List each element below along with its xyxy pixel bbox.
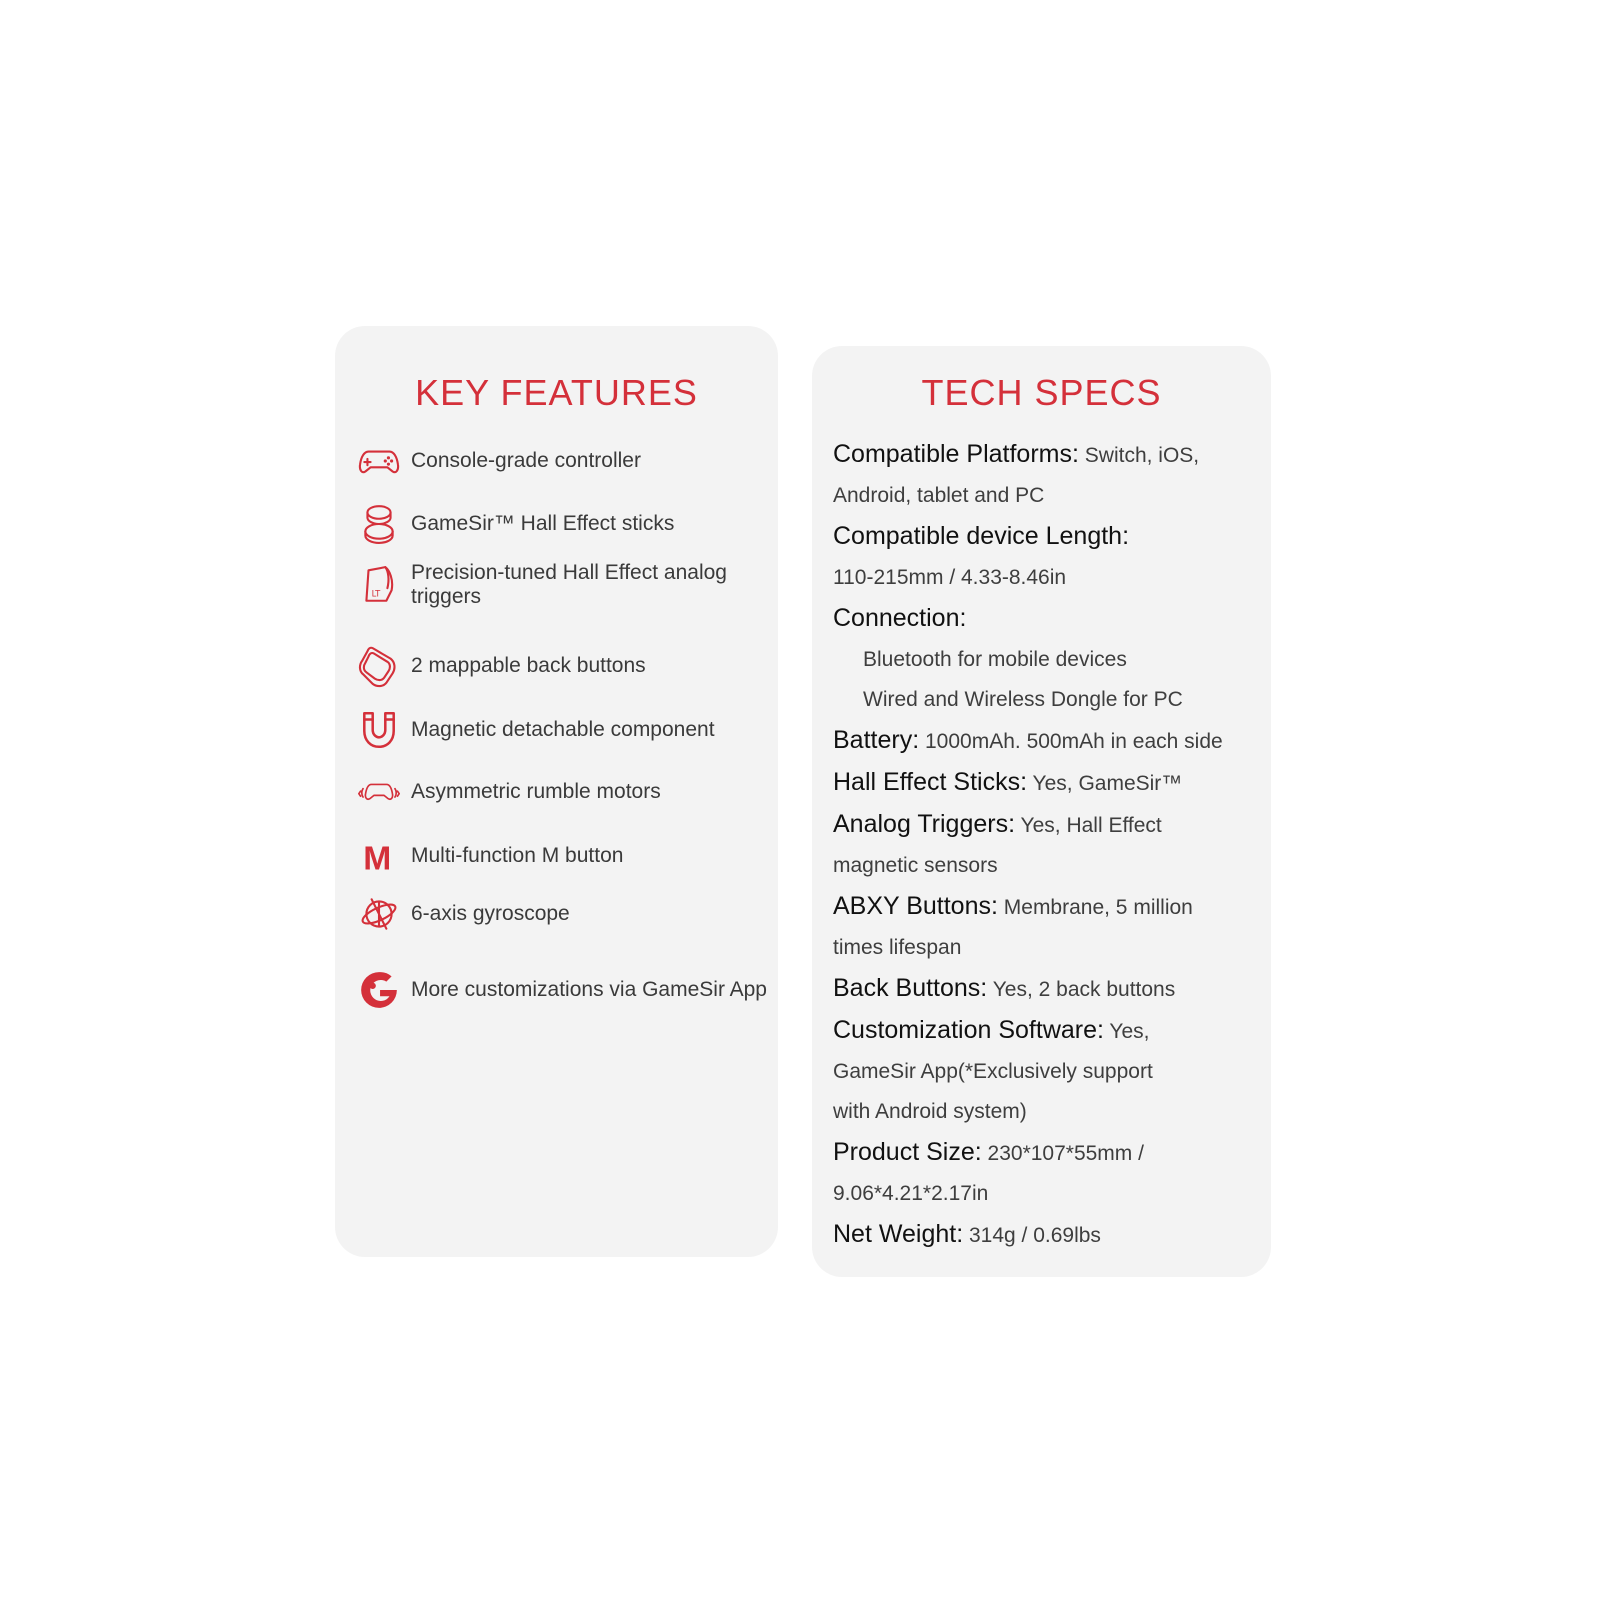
svg-text:M: M	[363, 840, 392, 878]
feature-item	[357, 708, 768, 752]
spec-line	[833, 1132, 1263, 1174]
feature-label: Asymmetric rumble motors	[411, 780, 661, 803]
feature-item	[357, 561, 768, 609]
spec-value: 314g / 0.69lbs	[969, 1224, 1101, 1247]
feature-label: 2 mappable back buttons	[411, 654, 646, 677]
gamesir-app-icon	[357, 968, 401, 1012]
spec-list	[833, 434, 1263, 1256]
spec-value: GameSir App(*Exclusively support	[833, 1060, 1153, 1083]
spec-value: times lifespan	[833, 936, 962, 959]
spec-line	[833, 640, 1263, 680]
joystick-icon	[357, 502, 401, 546]
key-features-card	[335, 326, 778, 1257]
spec-key: Product Size:	[833, 1138, 982, 1166]
spec-value: Yes, Hall Effect	[1020, 814, 1162, 837]
spec-line	[833, 680, 1263, 720]
feature-item	[357, 892, 768, 936]
feature-item	[357, 439, 768, 483]
spec-value: Android, tablet and PC	[833, 484, 1045, 507]
spec-line	[833, 886, 1263, 928]
spec-line	[833, 516, 1263, 558]
spec-key: Connection:	[833, 604, 967, 632]
spec-key: ABXY Buttons:	[833, 892, 998, 920]
trigger-icon	[357, 563, 401, 607]
svg-text:LT: LT	[371, 588, 381, 599]
feature-item	[357, 968, 768, 1012]
spec-line	[833, 1174, 1263, 1214]
spec-line	[833, 1092, 1263, 1132]
rumble-icon	[357, 770, 401, 814]
feature-label: More customizations via GameSir App	[411, 978, 767, 1001]
spec-line	[833, 720, 1263, 762]
spec-value: Membrane, 5 million	[1003, 896, 1193, 919]
feature-label: Magnetic detachable component	[411, 718, 715, 741]
spec-value: Bluetooth for mobile devices	[863, 648, 1127, 671]
feature-item	[357, 770, 768, 814]
feature-label: Precision-tuned Hall Effect analog triggers	[411, 561, 727, 608]
spec-value: 1000mAh. 500mAh in each side	[925, 730, 1223, 753]
spec-key: Hall Effect Sticks:	[833, 768, 1028, 796]
feature-label: GameSir™ Hall Effect sticks	[411, 512, 675, 535]
spec-key: Compatible Platforms:	[833, 440, 1079, 468]
feature-label: Console-grade controller	[411, 449, 641, 472]
spec-value: with Android system)	[833, 1100, 1027, 1123]
spec-key: Compatible device Length:	[833, 522, 1130, 550]
m-button-icon	[357, 834, 401, 878]
spec-value: 9.06*4.21*2.17in	[833, 1182, 989, 1205]
key-features-title: KEY FEATURES	[415, 372, 698, 413]
spec-value: Wired and Wireless Dongle for PC	[863, 688, 1183, 711]
spec-line	[833, 846, 1263, 886]
back-button-icon	[357, 644, 401, 688]
spec-value: Yes, 2 back buttons	[992, 978, 1176, 1001]
gyroscope-icon	[357, 892, 401, 936]
spec-key: Back Buttons:	[833, 974, 988, 1002]
spec-key: Customization Software:	[833, 1016, 1104, 1044]
spec-value: Yes, GameSir™	[1032, 772, 1183, 795]
spec-line	[833, 598, 1263, 640]
feature-label: 6-axis gyroscope	[411, 902, 570, 925]
spec-value: Yes,	[1109, 1020, 1150, 1043]
spec-value: Switch, iOS,	[1084, 444, 1200, 467]
spec-line	[833, 1052, 1263, 1092]
spec-line	[833, 1010, 1263, 1052]
spec-line	[833, 928, 1263, 968]
feature-item	[357, 644, 768, 688]
spec-line	[833, 476, 1263, 516]
spec-key: Analog Triggers:	[833, 810, 1016, 838]
spec-line	[833, 968, 1263, 1010]
feature-item	[357, 834, 768, 878]
spec-line	[833, 558, 1263, 598]
spec-line	[833, 762, 1263, 804]
tech-specs-card	[812, 346, 1271, 1277]
feature-item	[357, 502, 768, 546]
spec-value: magnetic sensors	[833, 854, 998, 877]
spec-line	[833, 434, 1263, 476]
magnet-icon	[357, 708, 401, 752]
spec-key: Battery:	[833, 726, 920, 754]
feature-label: Multi-function M button	[411, 844, 624, 867]
gamepad-icon	[357, 439, 401, 483]
spec-value: 230*107*55mm /	[987, 1142, 1144, 1165]
tech-specs-title: TECH SPECS	[921, 372, 1162, 413]
spec-value: 110-215mm / 4.33-8.46in	[833, 566, 1067, 589]
spec-line	[833, 1214, 1263, 1256]
spec-key: Net Weight:	[833, 1220, 964, 1248]
spec-line	[833, 804, 1263, 846]
